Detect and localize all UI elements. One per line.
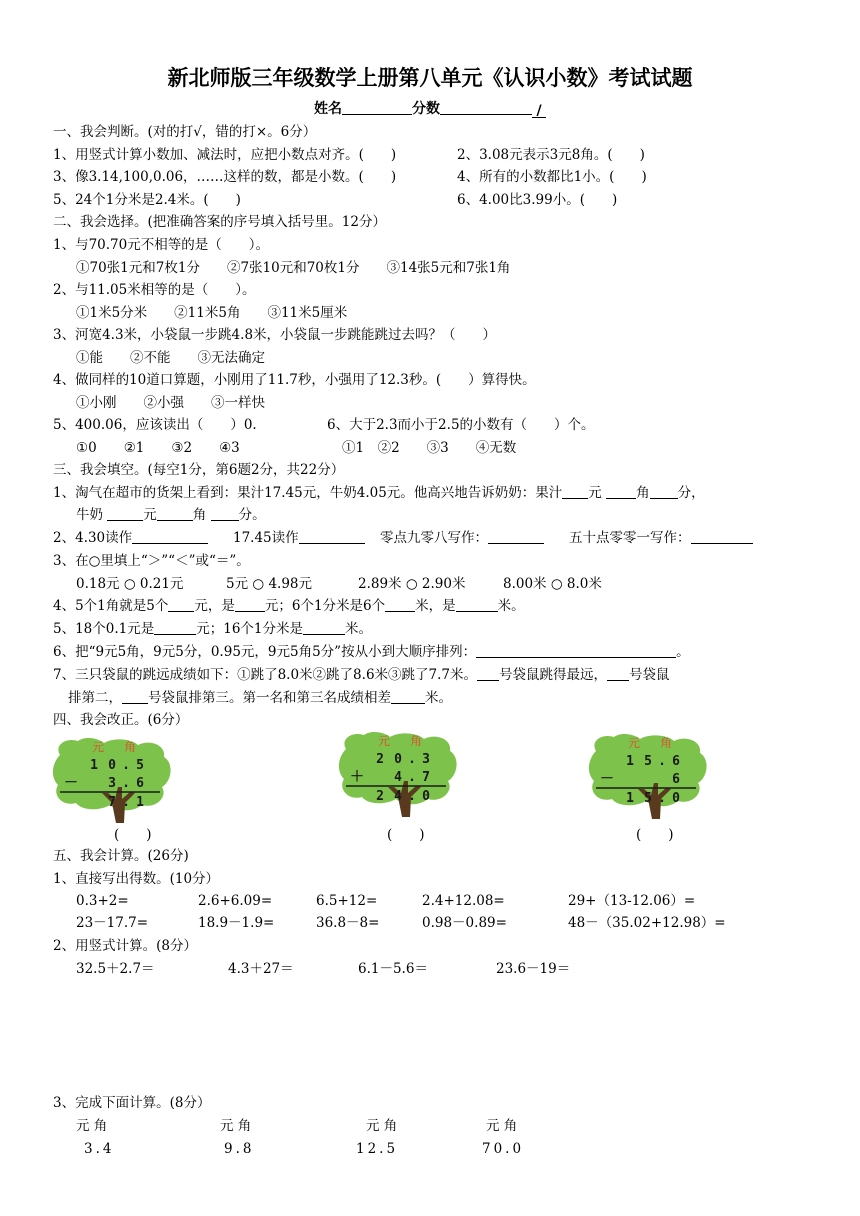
unit-fen: 分。 <box>238 507 266 523</box>
digit-row1: 6 <box>672 754 680 769</box>
blank[interactable] <box>385 598 415 612</box>
money-head: 元 角 <box>220 1118 252 1134</box>
section1-heading: 一、我会判断。(对的打√，错的打×。6分） <box>53 124 317 140</box>
unit-yuan: 元 <box>143 507 157 523</box>
answer-paren-3[interactable]: ( ) <box>636 827 674 843</box>
digit-result: . <box>122 795 130 810</box>
blank[interactable] <box>299 530 365 544</box>
operator-sign: － <box>64 775 78 791</box>
digit-row1: 5 <box>136 758 144 773</box>
money-value: 3.4 <box>84 1141 115 1157</box>
s2-q5: 5、400.06，应该读出（ ）0. <box>53 417 257 433</box>
calc-item: 2.4+12.08= <box>422 893 505 909</box>
calc-item: 29+（13-12.06）= <box>568 893 696 909</box>
column-head-jiao: 角 <box>660 736 673 750</box>
column-head-yuan: 元 <box>92 740 105 754</box>
blank[interactable] <box>476 644 676 658</box>
tree-problem-1 <box>52 737 174 823</box>
s3-q2-c: 零点九零八写作： <box>380 530 488 546</box>
digit-row1: 1 <box>90 758 98 773</box>
digit-result: 1 <box>626 791 634 806</box>
money-head: 元 角 <box>486 1118 518 1134</box>
unit-jiao: 角 <box>636 485 650 501</box>
s5-p1-heading: 1、直接写出得数。(10分） <box>53 871 220 887</box>
calc-item: 36.8－8= <box>316 915 380 931</box>
s3-q4 <box>53 597 525 615</box>
digit-row1: . <box>658 754 666 769</box>
operator-sign: ＋ <box>350 769 364 785</box>
score-blank[interactable] <box>440 100 532 115</box>
vertical-calc-item: 4.3＋27＝ <box>228 961 294 977</box>
vertical-calc-item: 32.5＋2.7＝ <box>76 961 155 977</box>
name-label: 姓名 <box>314 101 342 117</box>
s3-q7-b: 号袋鼠跳得最远， <box>499 667 607 683</box>
s1-q3: 3、像3.14,100,0.06，……这样的数，都是小数。( ) <box>53 169 397 185</box>
s2-q6: 6、大于2.3而小于2.5的小数有（ ）个。 <box>327 417 595 433</box>
score-label: 分数 <box>412 101 440 117</box>
name-blank[interactable] <box>342 100 412 115</box>
digit-result: 2 <box>376 789 384 804</box>
blank[interactable] <box>154 621 196 635</box>
s2-q4-options: ①小刚 ②小强 ③一样快 <box>76 395 265 411</box>
unit-fen: 分， <box>677 485 705 501</box>
s3-q5-b: 元；16个1分米是 <box>196 621 304 637</box>
s3-q7-d: 排第二， <box>68 690 122 706</box>
blank[interactable] <box>477 667 499 681</box>
column-head-yuan: 元 <box>628 736 641 750</box>
column-head-yuan: 元 <box>378 734 391 748</box>
s3-q4-d: 米，是 <box>415 598 456 614</box>
s3-q6-end: 。 <box>676 644 690 660</box>
calc-item: 6.5+12= <box>316 893 378 909</box>
score-slash: / <box>536 103 542 119</box>
s2-q6-options: ①1 ②2 ③3 ④无数 <box>342 440 517 456</box>
calc-item: 2.6+6.09= <box>198 893 273 909</box>
s2-q1: 1、与70.70元不相等的是（ ）。 <box>53 237 269 253</box>
blank[interactable] <box>235 598 265 612</box>
s1-q6: 6、4.00比3.99小。( ) <box>457 192 618 208</box>
digit-result: 5 <box>644 791 652 806</box>
blank[interactable] <box>168 598 194 612</box>
blank[interactable] <box>107 507 143 521</box>
section3-heading: 三、我会填空。(每空1分，第6题2分，共22分） <box>53 462 345 478</box>
blank[interactable] <box>456 598 498 612</box>
section5-heading: 五、我会计算。(26分) <box>53 848 189 864</box>
digit-row2: 4 <box>394 770 402 785</box>
s3-q1-milk: 牛奶 <box>76 507 103 523</box>
digit-row1: 5 <box>644 754 652 769</box>
s3-q6 <box>53 643 690 661</box>
s3-q2-c-wrap <box>380 529 544 547</box>
digit-result: 7 <box>108 795 116 810</box>
digit-result: 4 <box>394 789 402 804</box>
s3-q3-item3: 2.89米 ○ 2.90米 <box>358 576 466 592</box>
money-value: 70.0 <box>482 1141 525 1157</box>
vertical-calc-item: 23.6－19＝ <box>496 961 571 977</box>
page-title: 新北师版三年级数学上册第八单元《认识小数》考试试题 <box>167 65 693 90</box>
calc-item: 0.98－0.89= <box>422 915 507 931</box>
s1-q2: 2、3.08元表示3元8角。( ) <box>457 147 645 163</box>
name-score-line <box>0 98 860 118</box>
unit-yuan: 元 <box>588 485 602 501</box>
digit-row1: . <box>408 752 416 767</box>
s3-q1-text: 1、淘气在超市的货架上看到：果汁17.45元，牛奶4.05元。他高兴地告诉奶奶：果汁 <box>53 485 563 501</box>
blank[interactable] <box>211 507 239 521</box>
s3-q7-line2 <box>68 689 452 707</box>
s1-q1: 1、用竖式计算小数加、减法时，应把小数点对齐。( ) <box>53 147 397 163</box>
calc-item: 18.9－1.9= <box>198 915 275 931</box>
s2-q3-options: ①能 ②不能 ③无法确定 <box>76 350 265 366</box>
digit-row1: 0 <box>108 758 116 773</box>
digit-result: . <box>658 791 666 806</box>
s3-q2 <box>53 529 208 547</box>
score-total-blank <box>532 103 546 118</box>
s3-q4-e: 米。 <box>497 598 525 614</box>
answer-paren-1[interactable]: ( ) <box>114 827 152 843</box>
digit-row1: 3 <box>422 752 430 767</box>
blank[interactable] <box>132 530 208 544</box>
blank[interactable] <box>391 690 425 704</box>
s3-q7-f: 米。 <box>425 690 452 706</box>
s3-q7-c: 号袋鼠 <box>629 667 670 683</box>
s3-q4-a: 4、5个1角就是5个 <box>53 598 169 614</box>
calc-item: 23－17.7= <box>76 915 149 931</box>
section2-heading: 二、我会选择。(把准确答案的序号填入括号里。12分） <box>53 214 386 230</box>
digit-row2: . <box>408 770 416 785</box>
s2-q2-options: ①1米5分米 ②11米5角 ③11米5厘米 <box>76 305 348 321</box>
s3-q5-a: 5、18个0.1元是 <box>53 621 155 637</box>
answer-paren-2[interactable]: ( ) <box>387 827 425 843</box>
s3-q3-item2: 5元 ○ 4.98元 <box>226 576 313 592</box>
section4-heading: 四、我会改正。(6分） <box>53 712 189 728</box>
digit-row2: 7 <box>422 770 430 785</box>
blank[interactable] <box>691 530 753 544</box>
money-value: 9.8 <box>224 1141 255 1157</box>
s2-q5-options: ①0 ②1 ③2 ④3 <box>76 440 240 456</box>
s3-q7-e: 号袋鼠排第三。第一名和第三名成绩相差 <box>148 690 391 706</box>
digit-row1: 0 <box>394 752 402 767</box>
digit-row1: 1 <box>626 754 634 769</box>
s3-q4-c: 元；6个1分米是6个 <box>264 598 386 614</box>
blank[interactable] <box>606 485 636 499</box>
column-head-jiao: 角 <box>124 740 137 754</box>
money-head: 元 角 <box>76 1118 108 1134</box>
s3-q3: 3、在○里填上“＞”“＜”或“＝”。 <box>53 553 250 569</box>
s3-q1-line1 <box>53 484 705 502</box>
digit-result: 0 <box>422 789 430 804</box>
digit-row2: 3 <box>108 776 116 791</box>
calc-item: 48－（35.02+12.98）= <box>568 915 726 931</box>
s3-q5-c: 米。 <box>345 621 373 637</box>
digit-row2: 6 <box>136 776 144 791</box>
s2-q4: 4、做同样的10道口算题，小刚用了11.7秒，小强用了12.3秒。( ）算得快。 <box>53 372 536 388</box>
money-value: 12.5 <box>356 1141 399 1157</box>
blank[interactable] <box>488 530 544 544</box>
blank[interactable] <box>562 485 588 499</box>
s3-q1-line2 <box>76 506 266 524</box>
s3-q7-a: 7、三只袋鼠的跳远成绩如下：①跳了8.0米②跳了8.6米③跳了7.7米。 <box>53 667 477 683</box>
digit-result: 0 <box>672 791 680 806</box>
digit-result: . <box>408 789 416 804</box>
digit-row1: . <box>122 758 130 773</box>
s3-q3-item4: 8.00米 ○ 8.0米 <box>503 576 602 592</box>
tree-problem-3 <box>588 733 710 819</box>
digit-result: 1 <box>136 795 144 810</box>
tree-problem-2 <box>338 731 460 817</box>
blank[interactable] <box>607 667 629 681</box>
unit-jiao: 角 <box>192 507 207 523</box>
s3-q3-item1: 0.18元 ○ 0.21元 <box>76 576 184 592</box>
s1-q4: 4、所有的小数都比1小。( ) <box>457 169 647 185</box>
s5-p3-heading: 3、完成下面计算。(8分） <box>53 1095 211 1111</box>
money-head: 元 角 <box>366 1118 398 1134</box>
operator-sign: － <box>600 771 614 787</box>
s3-q2-a: 2、4.30读作 <box>53 530 133 546</box>
s2-q2: 2、与11.05米相等的是（ ）。 <box>53 282 256 298</box>
s5-p2-heading: 2、用竖式计算。(8分） <box>53 938 197 954</box>
s3-q5 <box>53 620 372 638</box>
digit-row1: 2 <box>376 752 384 767</box>
blank[interactable] <box>650 485 678 499</box>
digit-row2: . <box>122 776 130 791</box>
s2-q1-options: ①70张1元和7枚1分 ②7张10元和70枚1分 ③14张5元和7张1角 <box>76 260 511 276</box>
s3-q4-b: 元，是 <box>194 598 235 614</box>
s3-q7-line1 <box>53 666 670 684</box>
blank[interactable] <box>157 507 193 521</box>
digit-row2: 6 <box>672 772 680 787</box>
s1-q5: 5、24个1分米是2.4米。( ) <box>53 192 241 208</box>
blank[interactable] <box>122 690 148 704</box>
blank[interactable] <box>303 621 345 635</box>
s3-q2-d-wrap <box>569 529 753 547</box>
s3-q2-b: 17.45读作 <box>233 530 299 546</box>
vertical-calc-item: 6.1－5.6＝ <box>358 961 428 977</box>
s3-q2-d: 五十点零零一写作： <box>569 530 691 546</box>
s3-q2-b-wrap <box>233 529 365 547</box>
s3-q6-text: 6、把“9元5角，9元5分，0.95元，9元5角5分”按从小到大顺序排列： <box>53 644 477 660</box>
calc-item: 0.3+2= <box>76 893 129 909</box>
s2-q3: 3、河宽4.3米，小袋鼠一步跳4.8米，小袋鼠一步跳能跳过去吗？（ ） <box>53 327 497 343</box>
column-head-jiao: 角 <box>410 734 423 748</box>
